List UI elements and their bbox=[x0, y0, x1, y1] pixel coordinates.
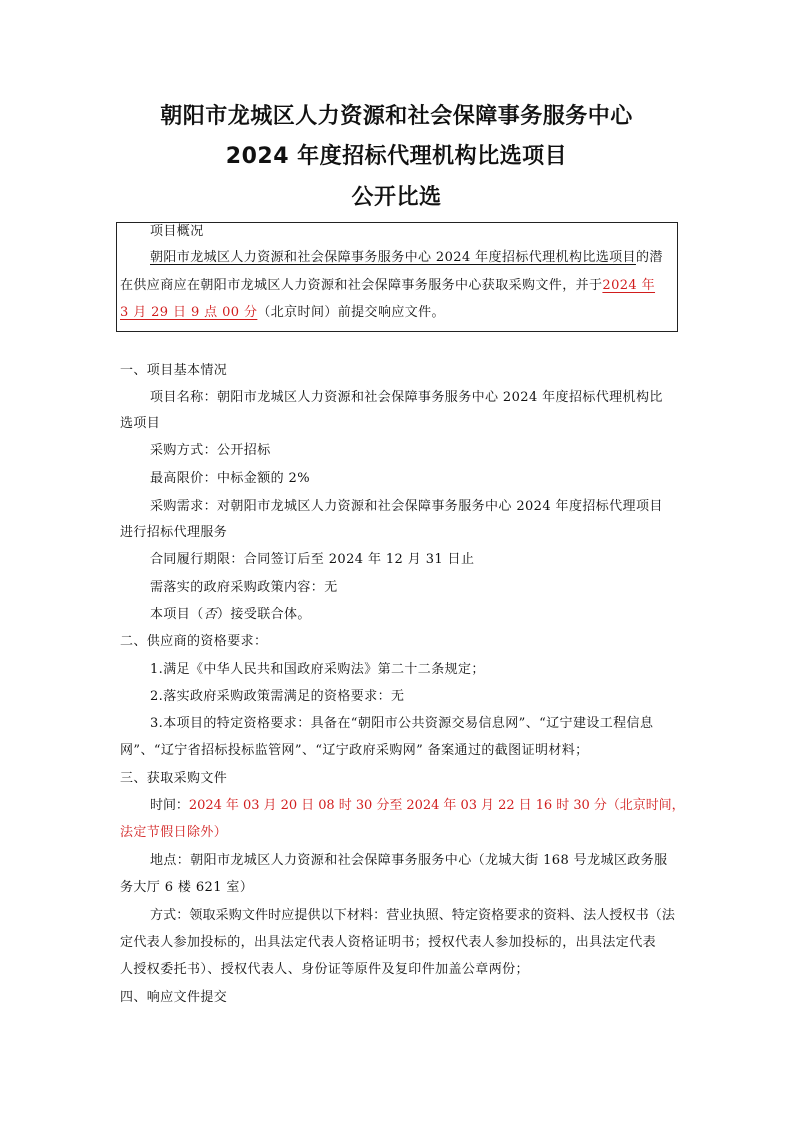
place-line-1: 地点：朝阳市龙城区人力资源和社会保障事务服务中心（龙城大街 168 号龙城区政务服 bbox=[150, 853, 668, 868]
title-line-2: 2024 年度招标代理机构比选项目 bbox=[225, 144, 568, 169]
consortium-pre: 本项目（ bbox=[150, 607, 204, 622]
title-line-1: 朝阳市龙城区人力资源和社会保障事务服务中心 bbox=[160, 104, 633, 129]
way-line-2: 定代表人参加投标的，出具法定代表人资格证明书；授权代表人参加投标的，出具法定代表 bbox=[120, 935, 657, 950]
overview-heading: 项目概况 bbox=[150, 224, 204, 239]
overview-deadline-year: 2024 年 bbox=[602, 278, 656, 293]
way-line-1: 方式：领取采购文件时应提供以下材料：营业执照、特定资格要求的资料、法人授权书（法 bbox=[150, 908, 676, 923]
qualification-item-3-line-2: 网”、“辽宁省招标投标监管网”、“辽宁政府采购网” 备案通过的截图证明材料； bbox=[120, 743, 589, 758]
overview-line-1-tail: 的潜 bbox=[635, 250, 663, 265]
project-name-line-2: 选项目 bbox=[120, 416, 161, 431]
qualification-item-1: 1.满足《中华人民共和国政府采购法》第二十二条规定； bbox=[150, 662, 485, 677]
place-line-2: 务大厅 6 楼 621 室） bbox=[120, 880, 254, 895]
overview-line-3 bbox=[120, 303, 445, 323]
section-4-heading: 四、响应文件提交 bbox=[120, 990, 228, 1005]
time-range: 2024 年 03 月 20 日 08 时 30 分至 2024 年 03 月 22 日 16 时 30 分（北京时间， bbox=[188, 798, 685, 813]
qualification-item-3-line-1: 3.本项目的特定资格要求：具备在“朝阳市公共资源交易信息网”、“辽宁建设工程信息 bbox=[150, 716, 654, 731]
time-line-1 bbox=[150, 796, 685, 816]
demand-line-1: 采购需求：对朝阳市龙城区人力资源和社会保障事务服务中心 2024 年度招标代理项目 bbox=[150, 499, 663, 514]
time-line-2: 法定节假日除外） bbox=[120, 825, 228, 840]
overview-line-2 bbox=[120, 276, 675, 296]
consortium-post: ）接受联合体。 bbox=[217, 607, 311, 622]
title-line-3: 公开比选 bbox=[351, 185, 442, 210]
section-3-heading: 三、获取采购文件 bbox=[120, 771, 228, 786]
price-cap: 最高限价：中标金额的 2% bbox=[150, 471, 310, 486]
section-2-heading: 二、供应商的资格要求： bbox=[120, 634, 268, 649]
overview-line-3-tail: （北京时间）前提交响应文件。 bbox=[257, 305, 445, 320]
consortium-mark: 否 bbox=[203, 607, 218, 622]
consortium-statement bbox=[150, 605, 311, 625]
project-name-line-1: 项目名称：朝阳市龙城区人力资源和社会保障事务服务中心 2024 年度招标代理机构比 bbox=[150, 390, 663, 405]
overview-project-name: 朝阳市龙城区人力资源和社会保障事务服务中心 2024 年度招标代理机构比选项目 bbox=[150, 250, 636, 265]
contract-period: 合同履行期限：合同签订后至 2024 年 12 月 31 日止 bbox=[150, 552, 475, 567]
time-label: 时间： bbox=[150, 798, 189, 813]
policy-content: 需落实的政府采购政策内容：无 bbox=[150, 580, 338, 595]
overview-deadline-date: 3 月 29 日 9 点 00 分 bbox=[120, 305, 258, 320]
demand-line-2: 进行招标代理服务 bbox=[120, 525, 228, 540]
overview-line-1 bbox=[150, 248, 672, 268]
way-line-3: 人授权委托书）、授权代表人、身份证等原件及复印件加盖公章两份； bbox=[120, 962, 529, 977]
procurement-method: 采购方式：公开招标 bbox=[150, 443, 271, 458]
section-1-heading: 一、项目基本情况 bbox=[120, 363, 228, 378]
qualification-item-2: 2.落实政府采购政策需满足的资格要求：无 bbox=[150, 689, 405, 704]
overview-line-2-text: 在供应商应在朝阳市龙城区人力资源和社会保障事务服务中心获取采购文件，并于 bbox=[120, 278, 603, 293]
